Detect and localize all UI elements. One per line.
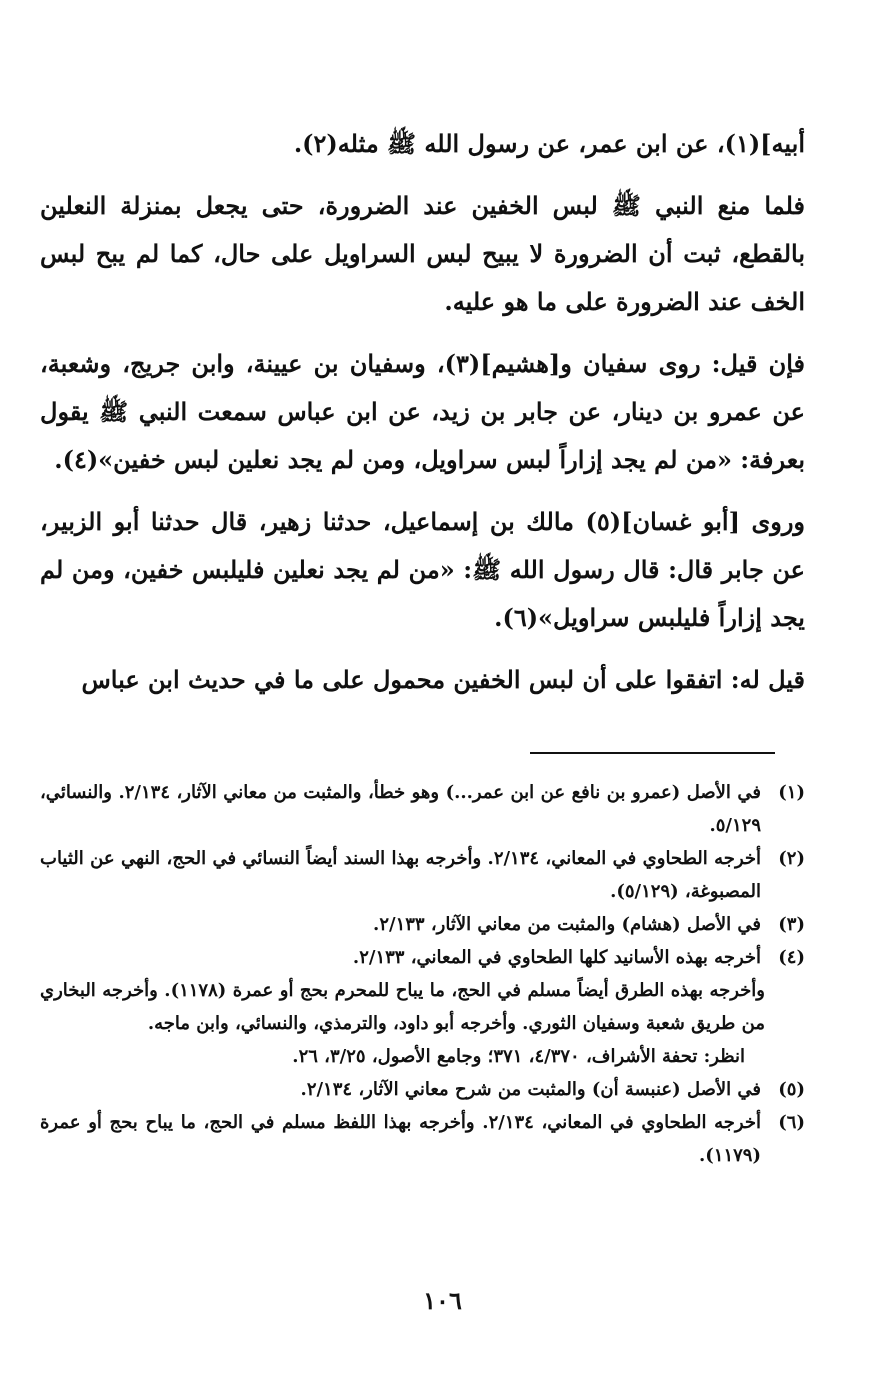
footnote-text: أخرجه الطحاوي في المعاني، ٢/١٣٤. وأخرجه بهذا اللفظ مسلم في الحج، ما يباح بحج أو عمرة (١١٧٩). <box>40 1112 761 1166</box>
footnote-text: في الأصل (عنبسة أن) والمثبت من شرح معاني الآثار، ٢/١٣٤. <box>300 1079 761 1100</box>
footnote-3 <box>40 908 805 941</box>
footnote-separator <box>530 752 775 754</box>
footnote-4 <box>40 941 805 974</box>
main-text <box>40 120 805 718</box>
footnote-4-continuation: وأخرجه بهذه الطرق أيضاً مسلم في الحج، ما يباح للمحرم بحج أو عمرة (١١٧٨). وأخرجه البخاري من طريق شعبة وسفيان الثوري. وأخرجه أبو داود، والترمذي، والنسائي، وابن ماجه. <box>40 980 765 1034</box>
footnote-number: (١) <box>778 782 805 803</box>
footnote-number: (٣) <box>778 914 805 935</box>
paragraph-3: فإن قيل: روى سفيان و[هشيم](٣)، وسفيان بن عيينة، وابن جريج، وشعبة، عن عمرو بن دينار، عن جابر بن زيد، عن ابن عباس سمعت النبي ﷺ يقول بعرفة: «من لم يجد إزاراً لبس سراويل، ومن لم يجد نعلين لبس خفين»(٤). <box>40 349 805 474</box>
paragraph-1: أبيه](١)، عن ابن عمر، عن رسول الله ﷺ مثله(٢). <box>293 129 805 158</box>
footnote-number: (٦) <box>778 1112 805 1133</box>
footnote-4-references: انظر: تحفة الأشراف، ٤/٣٧٠، ٣٧١؛ وجامع الأصول، ٣/٢٥، ٢٦. <box>292 1046 745 1067</box>
page-number: ١٠٦ <box>423 1286 462 1315</box>
footnote-text: أخرجه بهذه الأسانيد كلها الطحاوي في المعاني، ٢/١٣٣. <box>352 947 761 968</box>
footnote-text: أخرجه الطحاوي في المعاني، ٢/١٣٤. وأخرجه بهذا السند أيضاً النسائي في الحج، النهي عن الثياب المصبوغة، (٥/١٢٩). <box>40 848 761 902</box>
footnote-number: (٥) <box>778 1079 805 1100</box>
footnote-number: (٤) <box>778 947 805 968</box>
footnote-number: (٢) <box>778 848 805 869</box>
paragraph-2: فلما منع النبي ﷺ لبس الخفين عند الضرورة، حتى يجعل بمنزلة النعلين بالقطع، ثبت أن الضرورة لا يبيح لبس السراويل على حال، كما لم يبح لبس الخف عند الضرورة على ما هو عليه. <box>40 191 805 316</box>
paragraph-4: وروى [أبو غسان](٥) مالك بن إسماعيل، حدثنا زهير، قال حدثنا أبو الزبير، عن جابر قال: قال رسول الله ﷺ: «من لم يجد نعلين فليلبس خفين، ومن لم يجد إزاراً فليلبس سراويل»(٦). <box>40 507 805 632</box>
footnote-1 <box>40 776 805 842</box>
footnote-text: في الأصل (هشام) والمثبت من معاني الآثار، ٢/١٣٣. <box>373 914 761 935</box>
footnote-2 <box>40 842 805 908</box>
paragraph-5: قيل له: اتفقوا على أن لبس الخفين محمول على ما في حديث ابن عباس <box>81 665 805 694</box>
footnote-5 <box>40 1073 805 1106</box>
footnote-text: في الأصل (عمرو بن نافع عن ابن عمر...) وهو خطأ، والمثبت من معاني الآثار، ٢/١٣٤. والنسائي، ٥/١٢٩. <box>40 782 761 836</box>
footnote-6 <box>40 1106 805 1172</box>
footnotes <box>40 776 805 1172</box>
